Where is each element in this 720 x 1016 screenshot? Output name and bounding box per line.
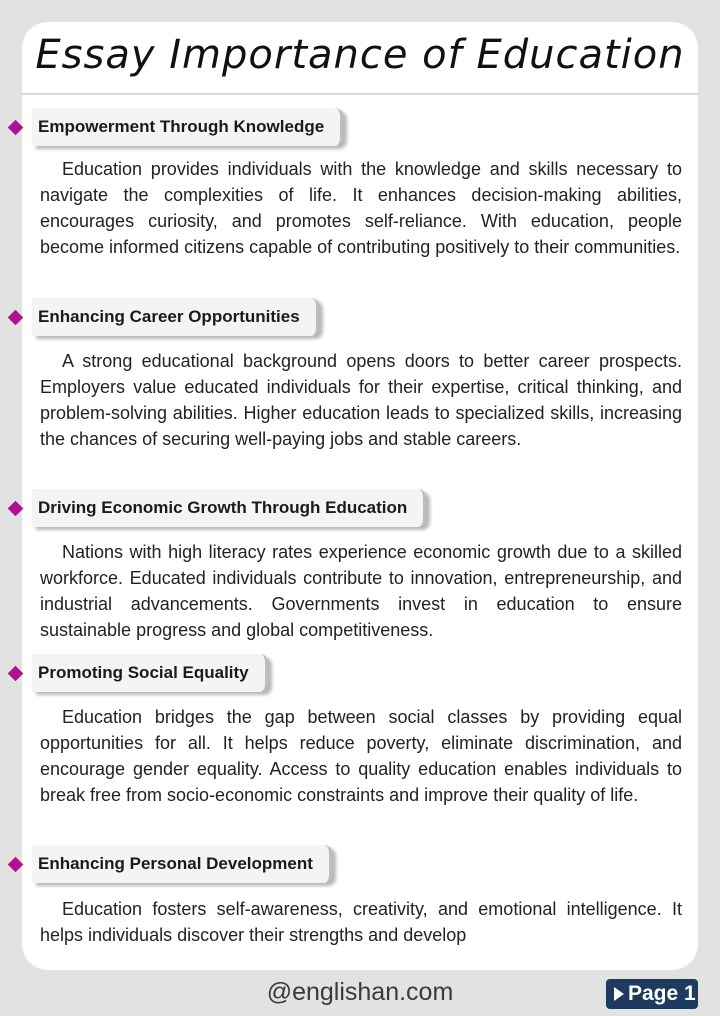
section-heading-personal	[10, 845, 332, 883]
page-number-label: Page 1	[628, 982, 696, 1005]
diamond-bullet-icon	[8, 119, 24, 135]
page-number-badge	[606, 979, 698, 1009]
section-heading-label: Driving Economic Growth Through Education	[32, 489, 426, 527]
diamond-bullet-icon	[8, 309, 24, 325]
section-paragraph-career: A strong educational background opens doors to better career prospects. Employers value educated individuals for their expertise, critical thinking, and problem-solving abilities. Higher education leads to specialized skills, increasing the chances of securing well-paying jobs and stable careers.	[40, 351, 682, 449]
footer-website: @englishan.com	[266, 978, 454, 1006]
section-paragraph-social: Education bridges the gap between social classes by providing equal opportunities for all. It helps reduce poverty, eliminate discrimination, and encourage gender equality. Access to quality education enables individuals to break free from socio-economic constraints and improve their quality of life.	[40, 707, 682, 805]
page-card	[22, 22, 698, 970]
section-paragraph-economic: Nations with high literacy rates experience economic growth due to a skilled workforce. Educated individuals contribute to innovation, entrepreneurship, and industrial advancements. Governments invest in education to ensure sustainable progress and global competitiveness.	[40, 542, 682, 640]
section-heading-label: Enhancing Personal Development	[32, 845, 332, 883]
section-heading-empowerment	[10, 108, 343, 146]
diamond-bullet-icon	[8, 500, 24, 516]
title-divider	[22, 93, 698, 95]
section-paragraph-personal: Education fosters self-awareness, creativity, and emotional intelligence. It helps individuals discover their strengths and develop	[40, 899, 682, 945]
page-title: Essay Importance of Education	[35, 32, 685, 78]
section-heading-label: Empowerment Through Knowledge	[32, 108, 343, 146]
section-heading-economic	[10, 489, 426, 527]
section-heading-career	[10, 298, 319, 336]
section-heading-social	[10, 654, 268, 692]
diamond-bullet-icon	[8, 856, 24, 872]
section-paragraph-empowerment: Education provides individuals with the knowledge and skills necessary to navigate the complexities of life. It enhances decision-making abilities, encourages curiosity, and promotes self-reliance. With education, people become informed citizens capable of contributing positively to their communities.	[40, 159, 682, 257]
diamond-bullet-icon	[8, 665, 24, 681]
section-heading-label: Enhancing Career Opportunities	[32, 298, 319, 336]
arrow-right-icon	[614, 987, 624, 1001]
section-heading-label: Promoting Social Equality	[32, 654, 268, 692]
